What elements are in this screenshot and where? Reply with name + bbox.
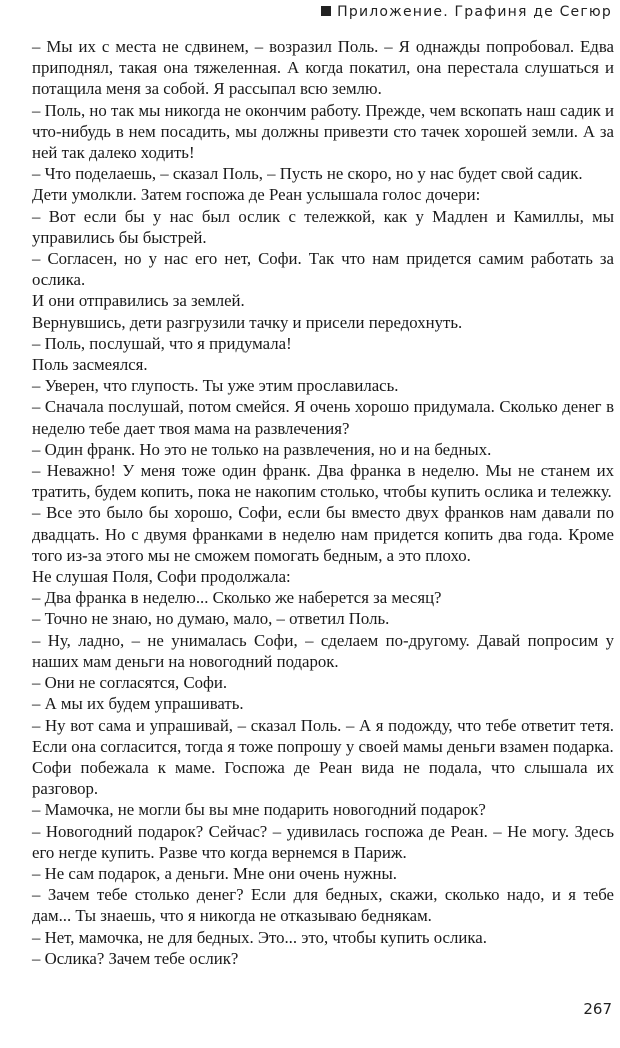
paragraph: – Один франк. Но это не только на развлечения, но и на бедных.	[32, 439, 492, 459]
paragraph: И они отправились за землей.	[32, 291, 245, 311]
paragraph: – Что поделаешь, – сказал Поль, – Пусть не скоро, но у нас будет свой садик.	[32, 164, 583, 184]
paragraph: – Уверен, что глупость. Ты уже этим прославилась.	[32, 376, 399, 396]
paragraph: – Поль, послушай, что я придумала!	[32, 333, 292, 353]
paragraph: – Зачем тебе столько денег? Если для бедных, скажи, сколько надо, и я тебе дам... Ты знаешь, что я никогда не отказываю беднякам.	[32, 885, 614, 926]
paragraph: – Неважно! У меня тоже один франк. Два франка в неделю. Мы не станем их тратить, будем копить, пока не накопим столько, чтобы купить ослика и тележку.	[32, 461, 614, 502]
paragraph: Вернувшись, дети разгрузили тачку и присели передохнуть.	[32, 312, 463, 332]
paragraph: – Новогодний подарок? Сейчас? – удивилась госпожа де Реан. – Не могу. Здесь его негде купить. Разве что когда вернемся в Париж.	[32, 821, 614, 862]
running-header-title: Приложение. Графиня де Сегюр	[337, 4, 612, 20]
paragraph: – Ослика? Зачем тебе ослик?	[32, 948, 239, 968]
paragraph: – Нет, мамочка, не для бедных. Это... это, чтобы купить ослика.	[32, 927, 487, 947]
header-square-marker	[321, 6, 331, 16]
paragraph: – Не сам подарок, а деньги. Мне они очень нужны.	[32, 863, 397, 883]
paragraph: – Все это было бы хорошо, Софи, если бы вместо двух франков нам давали по двадцать. Но с двумя франками в неделю нам придется копить два года. Кроме того из-за этого мы не сможем помогать бедным, а это плохо.	[32, 503, 614, 565]
paragraph: Софи побежала к маме. Госпожа де Реан вида не подала, что слышала их разговор.	[32, 757, 614, 799]
paragraph: – Они не согласятся, Софи.	[32, 673, 228, 693]
text-body	[32, 36, 614, 969]
paragraph: – Ну вот сама и упрашивай, – сказал Поль. – А я подожду, что тебе ответит тетя. Если она согласится, тогда я тоже попрошу у своей мамы деньги взамен подарка.	[32, 715, 614, 756]
paragraph: Поль засмеялся.	[32, 355, 148, 375]
paragraph: – А мы их будем упрашивать.	[32, 694, 244, 714]
paragraph: Не слушая Поля, Софи продолжала:	[32, 567, 291, 587]
paragraph: – Точно не знаю, но думаю, мало, – ответил Поль.	[32, 609, 390, 629]
paragraph: – Сначала послушай, потом смейся. Я очень хорошо придумала. Сколько денег в неделю тебе дает твоя мама на развлечения?	[32, 397, 614, 438]
paragraph: – Вот если бы у нас был ослик с тележкой, как у Мадлен и Камиллы, мы управились бы быстрей.	[32, 206, 614, 247]
running-header	[321, 4, 612, 20]
paragraph: – Согласен, но у нас его нет, Софи. Так что нам придется самим работать за ослика.	[32, 249, 614, 290]
paragraph: – Поль, но так мы никогда не окончим работу. Прежде, чем вскопать наш садик и что-нибудь в нем посадить, мы должны привезти сто тачек хорошей земли. А за ней так далеко ходить!	[32, 100, 614, 163]
page-number: 267	[583, 1000, 612, 1018]
paragraph: – Ну, ладно, – не унималась Софи, – сделаем по-другому. Давай попросим у наших мам деньги на новогодний подарок.	[32, 630, 614, 671]
paragraph: – Мы их с места не сдвинем, – возразил Поль. – Я однажды попробовал. Едва приподнял, такая она тяжеленная. А когда покатил, она перестала слушаться и потащила меня за собой. Я рассыпал всю землю.	[32, 37, 614, 99]
paragraph: Дети умолкли. Затем госпожа де Реан услышала голос дочери:	[32, 185, 481, 205]
paragraph: – Мамочка, не могли бы вы мне подарить новогодний подарок?	[32, 800, 486, 820]
paragraph: – Два франка в неделю... Сколько же наберется за месяц?	[32, 588, 442, 608]
